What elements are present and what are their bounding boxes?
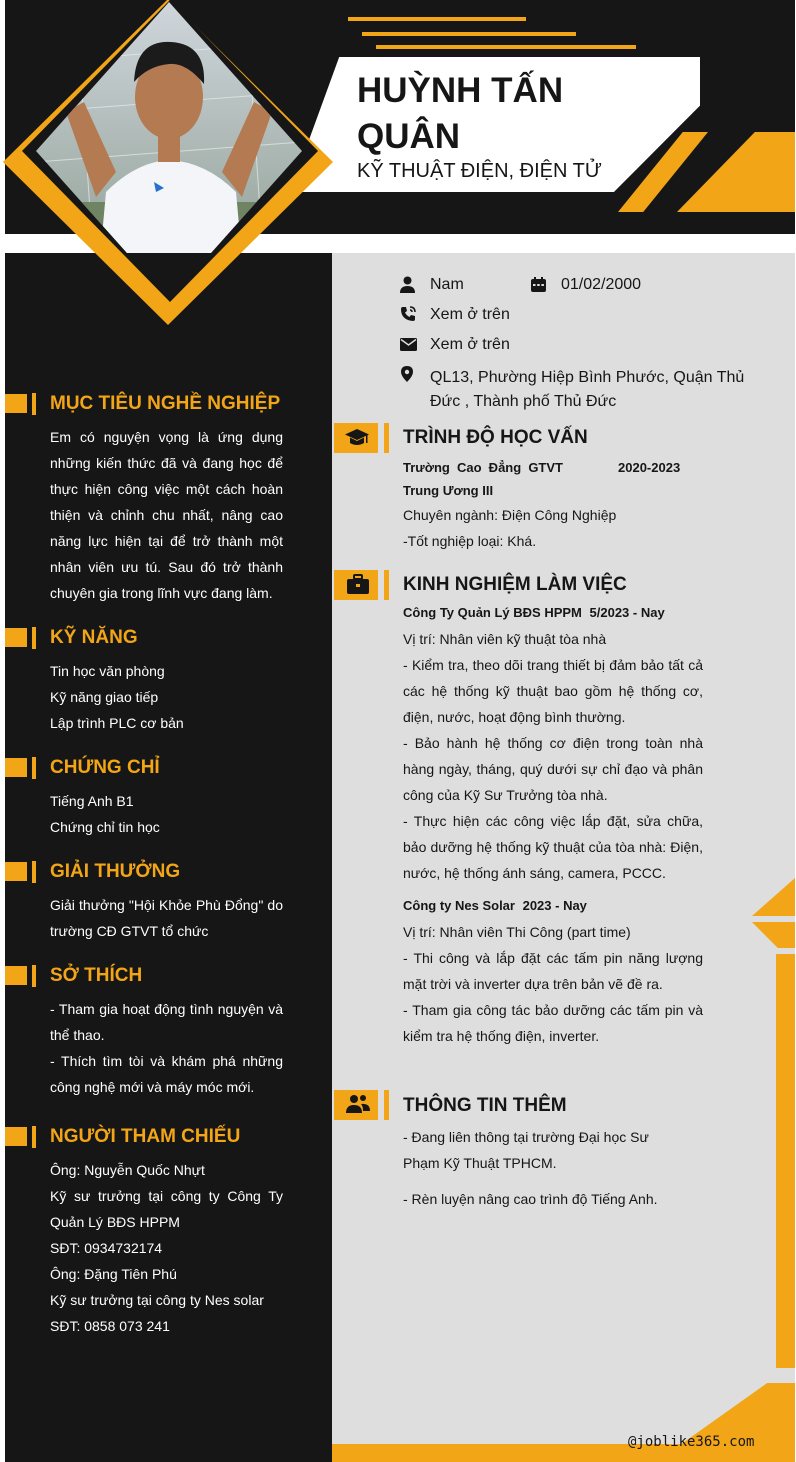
experience-title: KINH NGHIỆM LÀM VIỆC [403, 574, 627, 595]
section-marker [384, 423, 389, 453]
extra-item: - Đang liên thông tại trường Đại học Sư Phạm Kỹ Thuật TPHCM. [403, 1129, 649, 1171]
name-line-1: HUỲNH TẤN [357, 71, 564, 110]
job-duty: - Thi công và lắp đặt các tấm pin năng lượng mặt trời và inverter dựa trên bản vẽ đề ra. [403, 950, 703, 992]
job-company-name: Công ty Nes Solar [403, 898, 515, 913]
objective-title: MỤC TIÊU NGHỀ NGHIỆP [50, 393, 281, 414]
job-company [403, 601, 703, 625]
job-company [403, 894, 703, 918]
job-company-name: Công Ty Quản Lý BĐS HPPM [403, 605, 582, 620]
education-title: TRÌNH ĐỘ HỌC VẤN [403, 427, 588, 448]
graduation-cap-icon [345, 428, 369, 448]
section-marker [384, 570, 389, 600]
reference-item: Ông: Đặng Tiên Phú [50, 1266, 177, 1282]
job-details [403, 919, 703, 1049]
skills-title: KỸ NĂNG [50, 627, 138, 648]
certificate-item: Chứng chỉ tin học [50, 819, 160, 835]
phone-icon [400, 306, 416, 322]
section-marker [32, 1126, 36, 1148]
section-marker [32, 627, 36, 649]
section-marker [5, 966, 27, 985]
job-period: 2023 - Nay [522, 898, 587, 913]
reference-item: SĐT: 0858 073 241 [50, 1318, 170, 1334]
certificates-title: CHỨNG CHỈ [50, 757, 160, 778]
section-marker [32, 861, 36, 883]
header-stripe [376, 45, 636, 49]
section-marker [5, 862, 27, 881]
education-grade: -Tốt nghiệp loại: Khá. [403, 533, 537, 549]
job-duty: - Thực hiện các công việc lắp đặt, sửa chữa, bảo dưỡng hệ thống kỹ thuật của tòa nhà: Điện, nước, hệ thống ánh sáng, camera, PCCC. [403, 813, 703, 881]
references-list [50, 1157, 283, 1339]
skill-item: Kỹ năng giao tiếp [50, 689, 159, 705]
extra-info-title: THÔNG TIN THÊM [403, 1095, 567, 1116]
address: QL13, Phường Hiệp Bình Phước, Quận Thủ Đức , Thành phố Thủ Đức [430, 369, 745, 410]
hobbies-title: SỞ THÍCH [50, 965, 143, 986]
hobbies-list [50, 996, 283, 1100]
candidate-name [357, 68, 563, 160]
objective-text: Em có nguyện vọng là ứng dụng những kiến thức đã và đang học để thực hiện công việc một cách hoàn thiện và chỉnh chu nhất, nâng cao năng lực hiện tại để trở thành một nhân viên ưu tú. Sau đó trở thành chuyên gia trong lĩnh vực đang làm. [50, 429, 283, 601]
certificates-list [50, 788, 283, 840]
reference-item: Kỹ sư trưởng tại công ty Nes solar [50, 1292, 264, 1308]
certificate-item: Tiếng Anh B1 [50, 793, 134, 809]
job-duty: - Kiểm tra, theo dõi trang thiết bị đảm bảo tất cả các hệ thống kỹ thuật bao gồm hệ thống cơ, điện, nước, hoạt động bình thường. [403, 657, 703, 725]
school-name: Trường Cao Đẳng GTVT Trung Ương III [403, 460, 563, 498]
education-major: Chuyên ngành: Điện Công Nghiệp [403, 507, 617, 523]
header-stripe [362, 32, 576, 36]
birthday: 01/02/2000 [561, 276, 642, 293]
section-marker [5, 394, 27, 413]
section-marker [5, 758, 27, 777]
extra-item: - Rèn luyện nâng cao trình độ Tiếng Anh. [403, 1191, 658, 1207]
hobby-item: - Tham gia hoạt động tình nguyện và thể thao. [50, 1001, 283, 1043]
skill-item: Lập trình PLC cơ bản [50, 715, 184, 731]
decor-bar [776, 954, 795, 1368]
job-period: 5/2023 - Nay [589, 605, 665, 620]
reference-item: SĐT: 0934732174 [50, 1240, 163, 1256]
photo-frame-bottom [3, 253, 333, 325]
watermark: @joblike365.com [628, 1434, 755, 1450]
job-duty: - Tham gia công tác bảo dưỡng các tấm pin và kiểm tra hệ thống điện, inverter. [403, 1002, 703, 1044]
email: Xem ở trên [430, 336, 510, 353]
job-details [403, 626, 703, 886]
job-title: KỸ THUẬT ĐIỆN, ĐIỆN TỬ [357, 160, 602, 182]
skills-list [50, 658, 283, 736]
references-title: NGƯỜI THAM CHIẾU [50, 1126, 241, 1147]
section-marker [32, 393, 36, 415]
users-icon [346, 1094, 370, 1114]
gender: Nam [430, 276, 464, 293]
header-stripe [348, 17, 526, 21]
name-line-2: QUÂN [357, 117, 461, 156]
calendar-icon [531, 277, 546, 292]
section-marker [384, 1090, 389, 1120]
awards-text: Giải thưởng "Hội Khỏe Phù Đổng" do trường CĐ GTVT tổ chức [50, 897, 283, 939]
phone: Xem ở trên [430, 306, 510, 323]
job-position: Vị trí: Nhân viên Thi Công (part time) [403, 924, 631, 940]
skill-item: Tin học văn phòng [50, 663, 165, 679]
section-marker [5, 628, 27, 647]
hobby-item: - Thích tìm tòi và khám phá những công nghệ mới và máy móc mới. [50, 1053, 283, 1095]
email-icon [400, 338, 417, 351]
job-position: Vị trí: Nhân viên kỹ thuật tòa nhà [403, 631, 607, 647]
person-icon [400, 276, 415, 293]
section-marker [32, 965, 36, 987]
briefcase-icon [347, 574, 369, 594]
awards-title: GIẢI THƯỞNG [50, 861, 181, 882]
education-period: 2020-2023 [618, 460, 681, 475]
reference-item: Ông: Nguyễn Quốc Nhựt [50, 1162, 205, 1178]
section-marker [5, 1127, 27, 1146]
job-duty: - Bảo hành hệ thống cơ điện trong toàn nhà hàng ngày, tháng, quý dưới sự chỉ đạo và phân công của Kỹ Sư Trưởng tòa nhà. [403, 735, 703, 803]
reference-item: Kỹ sư trưởng tại công ty Công Ty Quản Lý BĐS HPPM [50, 1188, 283, 1230]
section-marker [32, 757, 36, 779]
location-icon [401, 366, 413, 382]
